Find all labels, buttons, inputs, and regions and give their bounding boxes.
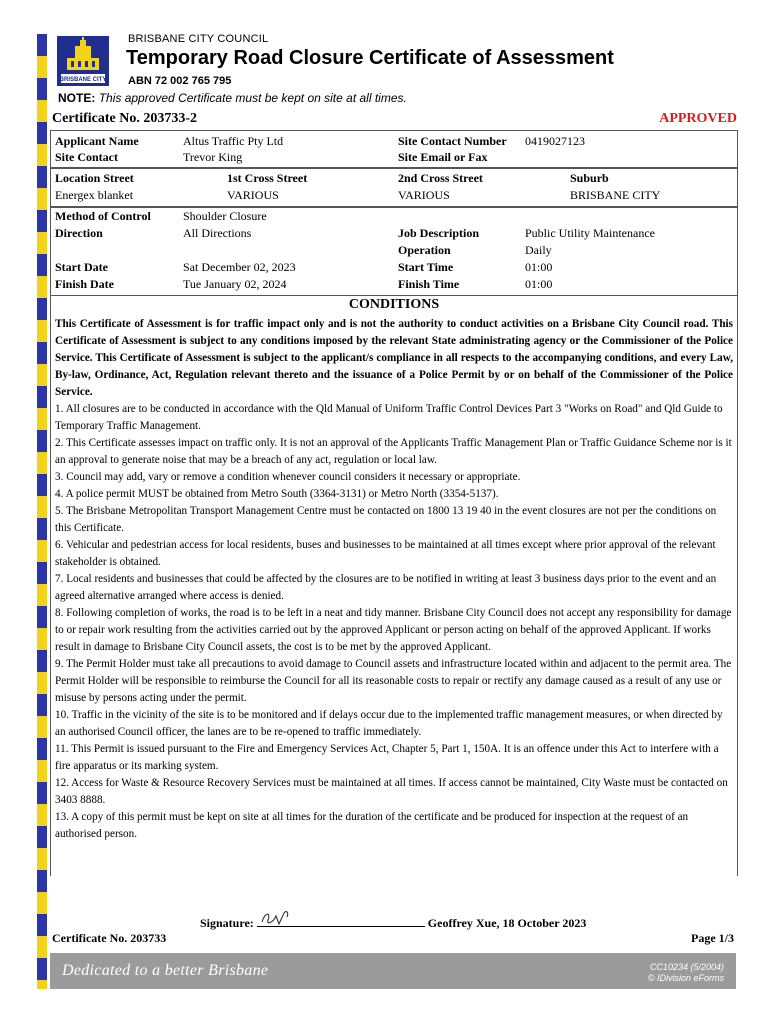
conditions-intro: This Certificate of Assessment is for traffic impact only and is not the authority to conduct activities on a Brisbane City Council road. This Certificate of Assessment is subject to any conditions imposed by the relevant State administrating agency or the Commissioner of the Police Service. This Certificate of Assessment is subject to the applicant/s compliance in all respects to the accompanying conditions, and every Law, By-law, Ordinance, Act, Regulation relevant thereto and the issuance of a Police Permit by or on behalf of the Commissioner of the Police Service. [55,318,733,398]
abn-number: ABN 72 002 765 795 [128,75,232,87]
logo-text: BRISBANE CITY [59,77,107,83]
applicant-name: Altus Traffic Pty Ltd [183,134,284,148]
operation-label: Operation [398,243,451,257]
footer-slogan: Dedicated to a better Brisbane [62,962,269,979]
condition-item: 8. Following completion of works, the road is to be left in a neat and tidy manner. Brisbane City Council does not accept any responsibility for damage to or repair work resulting from the activities carried out by the approved Applicant or person acting on behalf of the approved Applicant. If works result in damage to Brisbane City Council assets, the cost is to be met by the approved Applicant. [55,607,732,653]
page-number: Page 1/3 [691,931,734,945]
condition-item: 10. Traffic in the vicinity of the site is to be monitored and if delays occur due to the implemented traffic management measures, or when directed by an authorised Council officer, the lanes are to be re-opened to traffic immediately. [55,709,723,738]
suburb-label: Suburb [570,171,609,185]
condition-item: 4. A police permit MUST be obtained from Metro South (3364-3131) or Metro North (3354-5137). [55,488,499,500]
direction-label: Direction [55,226,103,240]
finish-date-label: Finish Date [55,277,115,291]
direction: All Directions [183,226,252,240]
operation: Daily [525,243,552,257]
start-time: 01:00 [525,260,553,274]
signer-name: Geoffrey Xue, 18 October 2023 [427,916,587,930]
location-street-label: Location Street [55,171,134,185]
condition-item: 13. A copy of this permit must be kept on site at all times for the duration of the certificate and be produced for inspection at the request of an authorised person. [55,811,689,840]
applicant-name-label: Applicant Name [55,134,139,148]
condition-item: 2. This Certificate assesses impact on traffic only. It is not an approval of the Applicants Traffic Management Plan or Traffic Guidance Scheme nor is it an approval to generate noise that may be a breach of any act, regulation or local law. [55,437,732,466]
start-time-label: Start Time [398,260,454,274]
signature-mark [257,914,425,927]
location-street: Energex blanket [55,188,134,202]
job-description: Public Utility Maintenance [525,226,655,240]
start-date: Sat December 02, 2023 [183,260,296,274]
job-description-label: Job Description [398,226,479,240]
cross-street-1: VARIOUS [227,188,279,202]
finish-time-label: Finish Time [398,277,460,291]
suburb: BRISBANE CITY [570,188,661,202]
start-date-label: Start Date [55,260,108,274]
condition-item: 3. Council may add, vary or remove a condition whenever council considers it necessary or appropriate. [55,471,521,483]
certificate-number: Certificate No. 203733-2 [52,111,198,126]
site-note [58,91,407,105]
conditions-list [55,401,733,843]
note-text: This approved Certificate must be kept on site at all times. [98,91,407,105]
signature-label: Signature: [200,916,254,930]
condition-item: 7. Local residents and businesses that could be affected by the closures are to be notified in writing at least 3 business days prior to the event and an agreed alternative arranged where access is denied. [55,573,717,602]
status-badge: APPROVED [659,111,737,126]
cross-street-2-label: 2nd Cross Street [398,171,483,185]
condition-item: 1. All closures are to be conducted in accordance with the Qld Manual of Uniform Traffic Control Devices Part 3 "Works on Road" and Qld Guide to Temporary Traffic Management. [55,403,723,432]
form-code-source: © IDivision eForms [647,973,724,983]
conditions-section [50,295,738,876]
footer-certificate-number: Certificate No. 203733 [52,931,167,945]
condition-item: 6. Vehicular and pedestrian access for local residents, buses and businesses to be maintained at all times except where prior approval of the relevant stakeholder is obtained. [55,539,716,568]
works-section [50,207,738,296]
cross-street-1-label: 1st Cross Street [227,171,308,185]
conditions-title: CONDITIONS [348,297,440,312]
condition-item: 11. This Permit is issued pursuant to the Fire and Emergency Services Act, Chapter 5, Part 1, 150A. It is an offence under this Act to interfere with a fire apparatus or its marking system. [55,743,719,772]
cross-street-2: VARIOUS [398,188,450,202]
footer-bar [50,953,736,989]
site-contact-number-label: Site Contact Number [398,134,507,148]
finish-time: 01:00 [525,277,553,291]
note-label: NOTE: [58,91,96,105]
method-label: Method of Control [55,209,151,223]
site-contact-label: Site Contact [55,150,118,164]
council-name: BRISBANE CITY COUNCIL [128,33,269,45]
form-code-number: CC10234 (5/2004) [649,962,724,972]
applicant-section [50,130,738,168]
site-contact: Trevor King [183,150,243,164]
condition-item: 9. The Permit Holder must take all precautions to avoid damage to Council assets and infrastructure located within and adjacent to the permit area. The Permit Holder will be responsible to reimburse the Council for all its reasonable costs to repair or rectify any damage caused as a result of any use or misuse by persons acting under the permit. [55,658,732,704]
method: Shoulder Closure [183,209,267,223]
page-title: Temporary Road Closure Certificate of Assessment [126,47,614,69]
form-code [648,962,724,984]
condition-item: 5. The Brisbane Metropolitan Transport Management Centre must be contacted on 1800 13 19 40 in the event closures are not per the conditions on this Certificate. [55,505,717,534]
location-section [50,168,738,207]
site-email-label: Site Email or Fax [398,150,488,164]
site-contact-number: 0419027123 [525,134,585,148]
brisbane-city-logo [57,36,109,86]
finish-date: Tue January 02, 2024 [183,277,287,291]
condition-item: 12. Access for Waste & Resource Recovery Services must be maintained at all times. If access cannot be maintained, City Waste must be contacted on 3403 8888. [55,777,728,806]
signature-block [200,914,586,931]
brand-stripe [37,34,47,989]
